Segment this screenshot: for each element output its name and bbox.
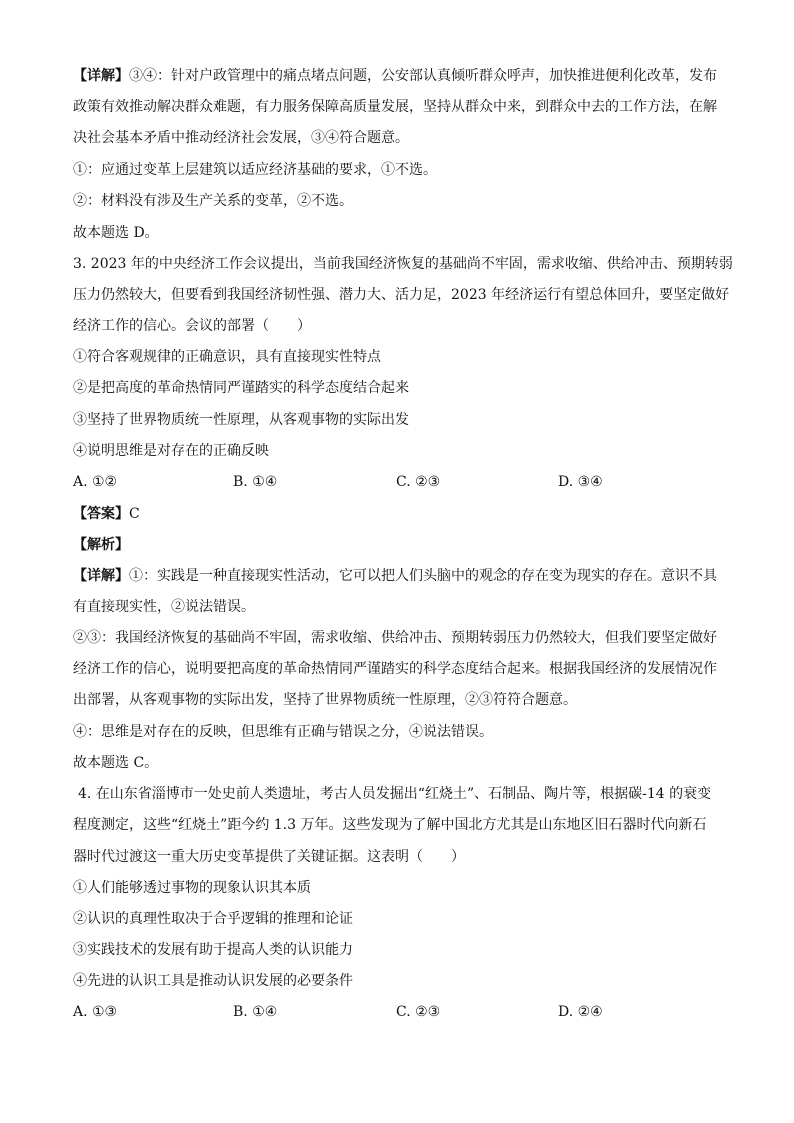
q3-detail-line-5: 出部署，从客观事物的实际出发，坚持了世界物质统一性原理，②③符符合题意。 [73,692,577,708]
q4-statement-1: ①人们能够透过事物的现象认识其本质 [73,880,311,896]
q2-detail-line-3: 决社会基本矛盾中推动经济社会发展，③④符合题意。 [73,130,409,146]
q3-detail-line-4: 经济工作的信心，说明要把高度的革命热情同严谨踏实的科学态度结合起来。根据我国经济的发展情况作 [73,661,717,677]
detail-label: 【详解】 [73,568,129,584]
q3-answer-value: C [129,506,140,522]
q4-stem-line-1: 4. 在山东省淄博市一处史前人类遗址，考古人员发掘出“红烧土”、石制品、陶片等，根据碳-14 的衰变 [78,786,712,802]
q3-stem-line-3: 经济工作的信心。会议的部署（ ） [73,318,311,334]
q3-statement-2: ②是把高度的革命热情同严谨踏实的科学态度结合起来 [73,380,409,396]
q4-statement-4: ④先进的认识工具是推动认识发展的必要条件 [73,973,353,989]
q3-option-a: A. ①② [73,474,118,490]
q2-detail-line-5: ②：材料没有涉及生产关系的变革，②不选。 [73,193,353,209]
q3-stem-line-1: 3. 2023 年的中央经济工作会议提出，当前我国经济恢复的基础尚不牢固，需求收缩、供给冲击、预期转弱 [73,256,733,272]
q4-option-b: B. ①④ [233,1004,278,1020]
q4-statement-2: ②认识的真理性取决于合乎逻辑的推理和论证 [73,911,353,927]
q4-option-c: C. ②③ [396,1004,441,1020]
q4-option-d: D. ②④ [558,1004,603,1020]
q4-statement-3: ③实践技术的发展有助于提高人类的认识能力 [73,942,353,958]
q3-stem-line-2: 压力仍然较大，但要看到我国经济韧性强、潜力大、活力足，2023 年经济运行有望总体回升，要坚定做好 [73,287,730,303]
q4-option-a: A. ①③ [73,1004,118,1020]
detail-label: 【详解】 [73,68,129,84]
q3-option-d: D. ③④ [558,474,603,490]
analysis-label: 【解析】 [73,537,129,553]
q3-detail-line-3: ②③：我国经济恢复的基础尚不牢固，需求收缩、供给冲击、预期转弱压力仍然较大，但我们要坚定做好 [73,630,717,646]
q3-answer-line [73,504,733,524]
q4-stem-line-2: 程度测定，这些“红烧土”距今约 1.3 万年。这些发现为了解中国北方尤其是山东地区旧石器时代向新石 [73,817,707,833]
q2-detail-line-4: ①：应通过变革上层建筑以适应经济基础的要求，①不选。 [73,162,437,178]
q3-option-c: C. ②③ [396,474,441,490]
q2-detail-line-2: 政策有效推动解决群众难题，有力服务保障高质量发展，坚持从群众中来，到群众中去的工作方法，在解 [73,99,717,115]
q2-detail-line-1: 【详解】③④：针对户政管理中的痛点堵点问题，公安部认真倾听群众呼声，加快推进便利化改革，发布 [73,68,717,84]
q3-statement-3: ③坚持了世界物质统一性原理，从客观事物的实际出发 [73,412,409,428]
q3-conclusion: 故本题选 C。 [73,755,159,771]
q3-statement-4: ④说明思维是对存在的正确反映 [73,443,269,459]
q3-detail-line-6: ④：思维是对存在的反映，但思维有正确与错误之分，④说法错误。 [73,724,493,740]
answer-label: 【答案】 [73,506,129,522]
q3-statement-1: ①符合客观规律的正确意识，具有直接现实性特点 [73,349,381,365]
q3-option-b: B. ①④ [233,474,278,490]
q4-stem-line-3: 器时代过渡这一重大历史变革提供了关键证据。这表明（ ） [73,849,465,865]
q2-conclusion: 故本题选 D。 [73,225,159,241]
q3-detail-line-2: 有直接现实性，②说法错误。 [73,599,255,615]
q3-detail-line-1: 【详解】①：实践是一种直接现实性活动，它可以把人们头脑中的观念的存在变为现实的存在。意识不具 [73,568,717,584]
